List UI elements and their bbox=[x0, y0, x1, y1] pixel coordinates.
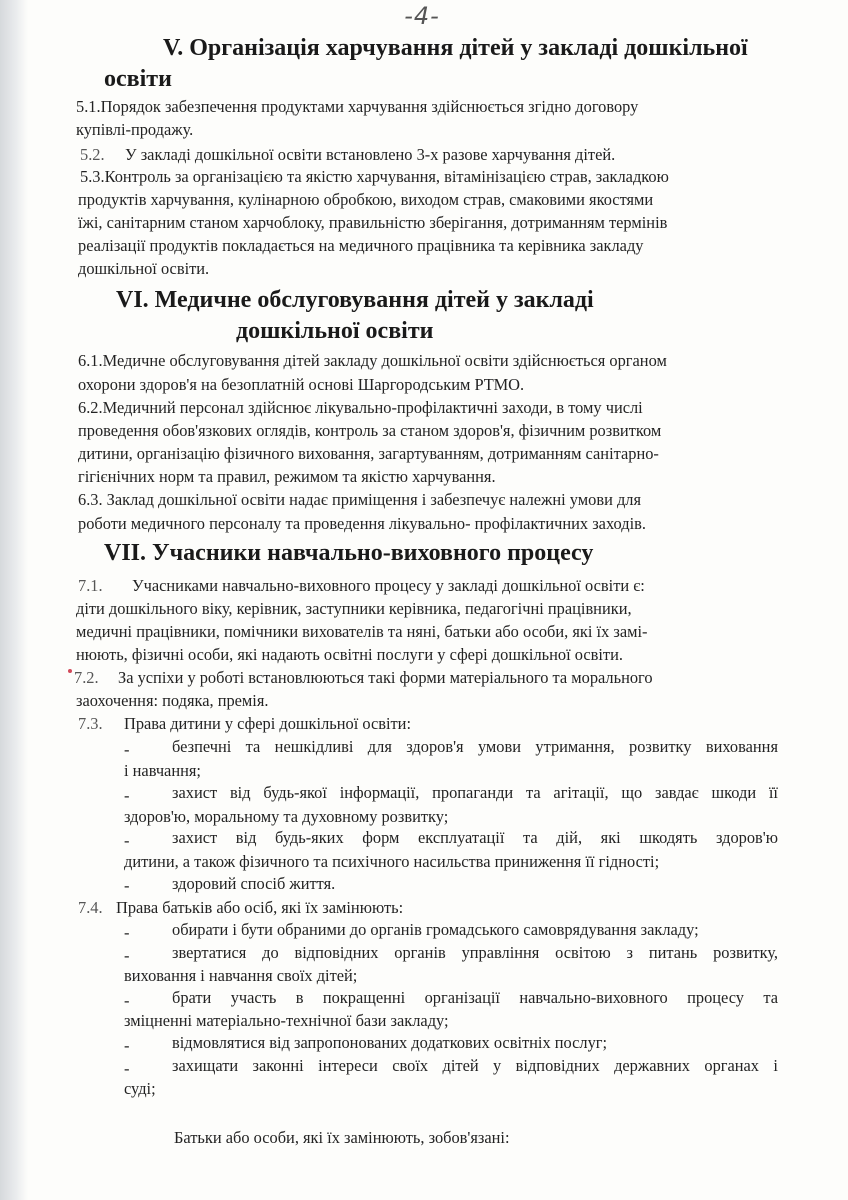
para-6-2-line4: гігієнічних норм та правил, режимом та якістю харчування. bbox=[78, 467, 496, 486]
child-right-3-line1: захист від будь-яких форм експлуатації та дій, які шкодять здоров'ю bbox=[172, 828, 778, 847]
para-6-2-line3: дитини, організацію фізичного виховання, загартуванням, дотриманням санітарно- bbox=[78, 444, 659, 463]
para-7-4-number: 7.4. bbox=[78, 898, 103, 917]
para-5-3-line3: їжі, санітарним станом харчоблоку, правильністю зберігання, дотриманням термінів bbox=[78, 213, 668, 232]
para-7-2-number: 7.2. bbox=[74, 668, 99, 687]
scan-edge-shadow bbox=[0, 0, 28, 1200]
para-5-3-line5: дошкільної освіти. bbox=[78, 259, 210, 278]
para-6-1-line2: охорони здоров'я на безоплатній основі Шаргородським РТМО. bbox=[78, 375, 525, 394]
list-item-dash: - bbox=[124, 876, 130, 895]
para-7-1-line2: діти дошкільного віку, керівник, заступники керівника, педагогічні працівники, bbox=[76, 599, 632, 618]
parent-right-5-line1: захищати законні інтереси своїх дітей у відповідних державних органах і bbox=[172, 1056, 778, 1075]
para-6-3-line1: 6.3. Заклад дошкільної освіти надає приміщення і забезпечує належні умови для bbox=[78, 490, 641, 509]
child-right-2-line2: здоров'ю, моральному та духовному розвитку; bbox=[124, 807, 449, 826]
child-right-1-line1: безпечні та нешкідливі для здоров'я умови утримання, розвитку виховання bbox=[172, 737, 778, 756]
para-5-3-line2: продуктів харчування, кулінарною обробкою, виходом страв, смаковими якостями bbox=[78, 190, 654, 209]
para-7-3-number: 7.3. bbox=[78, 714, 103, 733]
para-5-2-number: 5.2. bbox=[80, 145, 105, 164]
page-number: -4- bbox=[404, 2, 440, 30]
para-7-1-line1: Учасниками навчально-виховного процесу у закладі дошкільної освіти є: bbox=[132, 576, 645, 595]
para-7-2-line1: За успіхи у роботі встановлюються такі форми матеріального та морального bbox=[118, 668, 653, 687]
list-item-dash: - bbox=[124, 991, 130, 1010]
parent-right-4-line1: відмовлятися від запропонованих додаткових освітніх послуг; bbox=[172, 1033, 608, 1052]
list-item-dash: - bbox=[124, 1059, 130, 1078]
para-6-2-line1: 6.2.Медичний персонал здійснює лікувально-профілактичні заходи, в тому числі bbox=[78, 398, 643, 417]
para-5-2-text: У закладі дошкільної освіти встановлено 3-х разове харчування дітей. bbox=[125, 145, 616, 164]
parent-right-1-line1: обирати і бути обраними до органів громадського самоврядування закладу; bbox=[172, 920, 699, 939]
list-item-dash: - bbox=[124, 831, 130, 850]
para-6-1-line1: 6.1.Медичне обслуговування дітей закладу дошкільної освіти здійснюється органом bbox=[78, 351, 667, 370]
margin-mark bbox=[68, 669, 72, 673]
para-5-1-line1: 5.1.Порядок забезпечення продуктами харчування здійснюється згідно договору bbox=[76, 97, 639, 116]
para-7-1-line4: нюють, фізичні особи, які надають освітні послуги у сфері дошкільної освіти. bbox=[76, 645, 623, 664]
para-7-4-title: Права батьків або осіб, які їх замінюють: bbox=[116, 898, 404, 917]
child-right-3-line2: дитини, а також фізичного та психічного насильства приниження її гідності; bbox=[124, 852, 660, 871]
list-item-dash: - bbox=[124, 740, 130, 759]
section-6-title-line2: дошкільної освіти bbox=[236, 318, 434, 344]
para-7-1-line3: медичні працівники, помічники вихователів та няні, батьки або особи, які їх замі- bbox=[76, 622, 648, 641]
para-6-3-line2: роботи медичного персоналу та проведення лікувально- профілактичних заходів. bbox=[78, 514, 646, 533]
para-7-3-title: Права дитини у сфері дошкільної освіти: bbox=[124, 714, 412, 733]
para-5-3-line4: реалізації продуктів покладається на медичного працівника та керівника закладу bbox=[78, 236, 644, 255]
parent-right-5-line2: суді; bbox=[124, 1079, 156, 1098]
para-5-1-line2: купівлі-продажу. bbox=[76, 120, 194, 139]
section-5-title-line2: освіти bbox=[104, 66, 172, 92]
parent-right-2-line2: виховання і навчання своїх дітей; bbox=[124, 966, 358, 985]
child-right-1-line2: і навчання; bbox=[124, 761, 201, 780]
parent-right-3-line2: зміцненні матеріально-технічної бази закладу; bbox=[124, 1011, 449, 1030]
list-item-dash: - bbox=[124, 946, 130, 965]
section-7-title: VII. Учасники навчально-виховного процесу bbox=[104, 540, 594, 566]
child-right-4-line1: здоровий спосіб життя. bbox=[172, 874, 336, 893]
list-item-dash: - bbox=[124, 1036, 130, 1055]
para-7-2-line2: заохочення: подяка, премія. bbox=[76, 691, 269, 710]
section-6-title-line1: VI. Медичне обслуговування дітей у закладі bbox=[116, 287, 594, 313]
para-7-1-number: 7.1. bbox=[78, 576, 103, 595]
parent-right-3-line1: брати участь в покращенні організації навчально-виховного процесу та bbox=[172, 988, 778, 1007]
para-6-2-line2: проведення обов'язкових оглядів, контроль за станом здоров'я, фізичним розвитком bbox=[78, 421, 662, 440]
child-right-2-line1: захист від будь-якої інформації, пропаганди та агітації, що завдає шкоди її bbox=[172, 783, 778, 802]
section-5-title-line1: V. Організація харчування дітей у закладі дошкільної bbox=[163, 35, 748, 61]
parent-right-2-line1: звертатися до відповідних органів управління освітою з питань розвитку, bbox=[172, 943, 778, 962]
para-5-3-line1: 5.3.Контроль за організацією та якістю харчування, вітамінізацією страв, закладкою bbox=[80, 167, 669, 186]
list-item-dash: - bbox=[124, 923, 130, 942]
list-item-dash: - bbox=[124, 786, 130, 805]
parents-obligations-heading: Батьки або особи, які їх замінюють, зобов'язані: bbox=[174, 1128, 510, 1147]
